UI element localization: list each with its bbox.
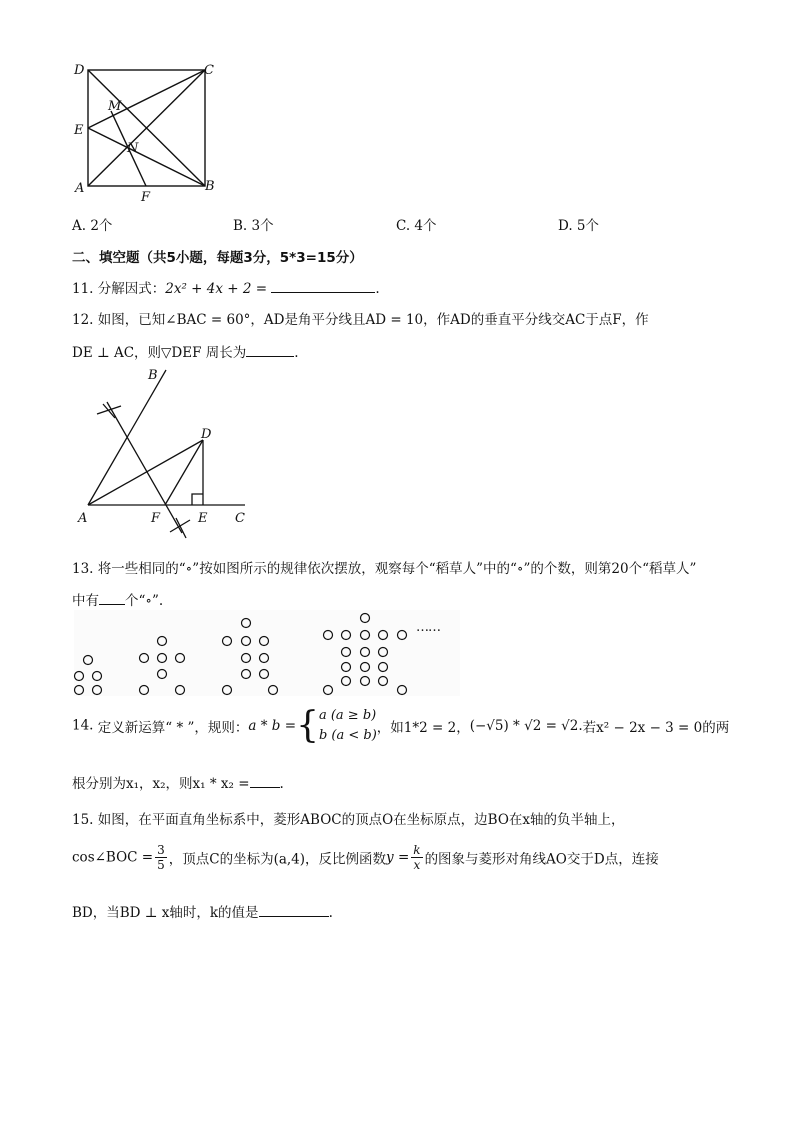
q14-number: 14. (72, 717, 94, 734)
label-A2: A (78, 511, 88, 526)
label-D2: D (201, 427, 212, 442)
question-15-line1 (72, 808, 625, 828)
q15-mid: ，顶点C的坐标为(a,4)，反比例函数 (168, 851, 387, 868)
q11-end: . (375, 281, 380, 297)
q15-cos-den: 5 (157, 858, 165, 872)
label-C2: C (235, 511, 245, 526)
label-M: M (108, 99, 122, 114)
q11-number: 11. (72, 281, 94, 297)
q13-number: 13. (72, 561, 94, 577)
label-F: F (141, 190, 151, 205)
q12-text-a: 如图，已知∠BAC = 60°， (97, 312, 264, 328)
question-15-line2 (72, 843, 659, 872)
q15-k-den: x (413, 858, 421, 872)
q15-end: . (328, 905, 333, 921)
label-B2: B (148, 368, 158, 383)
label-E: E (74, 123, 84, 138)
q14-example-2: (−√5) * √2 = √2. (469, 718, 583, 734)
scarecrow-panel (74, 610, 460, 696)
option-d: D. 5个 (558, 218, 600, 234)
scarecrow-ellipsis: …… (416, 620, 440, 635)
q11-lead: 分解因式： (97, 281, 166, 297)
q15-text: 如图，在平面直角坐标系中，菱形ABOC的顶点O在坐标原点，边BO在x轴的负半轴上， (97, 812, 625, 828)
label-F2: F (151, 511, 161, 526)
label-B: B (205, 179, 215, 194)
q15-answer-blank[interactable] (259, 902, 329, 917)
q15-k-fraction (411, 843, 422, 872)
label-A: A (75, 181, 85, 196)
q14-end: . (279, 776, 284, 792)
option-c: C. 4个 (396, 218, 437, 234)
q14-case-1: a (a ≥ b) (318, 708, 377, 723)
section-title: 二、填空题（共5小题，每题3分，5*3=15分） (72, 250, 363, 266)
q12-end: . (294, 345, 299, 361)
q14-case-2: b (a < b) (318, 728, 377, 743)
q14-cases (319, 706, 377, 746)
q12-text-d: ▽DEF 周长为 (161, 345, 247, 361)
label-E2: E (198, 511, 208, 526)
q15-k-num: k (413, 843, 421, 857)
label-C: C (204, 63, 214, 78)
q15-text-a: BD，当BD ⊥ x轴时，k的值是 (72, 905, 259, 921)
q12-text-c: DE ⊥ AC，则 (72, 345, 162, 361)
q13-text-a: 中有 (72, 593, 99, 609)
q12-text-b: AD是角平分线且AD = 10，作AD的垂直平分线交AC于点F，作 (263, 312, 649, 328)
q15-cos-fraction (155, 843, 167, 872)
q15-y-eq: y = (386, 849, 410, 866)
q13-text: 将一些相同的“∘”按如图所示的规律依次摆放，观察每个“稻草人”中的“∘”的个数，则第20个“稻草人” (97, 561, 697, 577)
q15-number: 15. (72, 812, 94, 828)
q15-cos-num: 3 (157, 843, 165, 857)
question-15-line3 (72, 901, 333, 921)
q15-tail: 的图象与菱形对角线AO交于D点，连接 (424, 851, 659, 868)
q11-expression: 2x² + 4x + 2 = (165, 281, 268, 297)
q14-example-3: 若x² − 2x − 3 = 0的两 (582, 720, 730, 736)
q14-lhs: a * b = (248, 718, 297, 734)
question-14-line2 (72, 772, 284, 792)
q14-example-1: ，如1*2 = 2， (376, 720, 470, 736)
label-D: D (74, 63, 85, 78)
q14-answer-blank[interactable] (250, 773, 280, 788)
q14-lead: 定义新运算“ * ”，规则： (97, 720, 249, 736)
q15-cos: cos∠BOC = (72, 849, 154, 866)
option-b: B. 3个 (233, 218, 274, 234)
option-a: A. 2个 (72, 218, 113, 234)
question-14-line1 (72, 706, 729, 746)
q14-brace: { (296, 705, 319, 746)
q12-number: 12. (72, 312, 94, 328)
q13-text-b: 个“∘”. (125, 593, 164, 609)
q14-text-a: 根分别为x₁，x₂，则x₁ * x₂ = (72, 776, 250, 792)
label-N: N (127, 141, 139, 156)
